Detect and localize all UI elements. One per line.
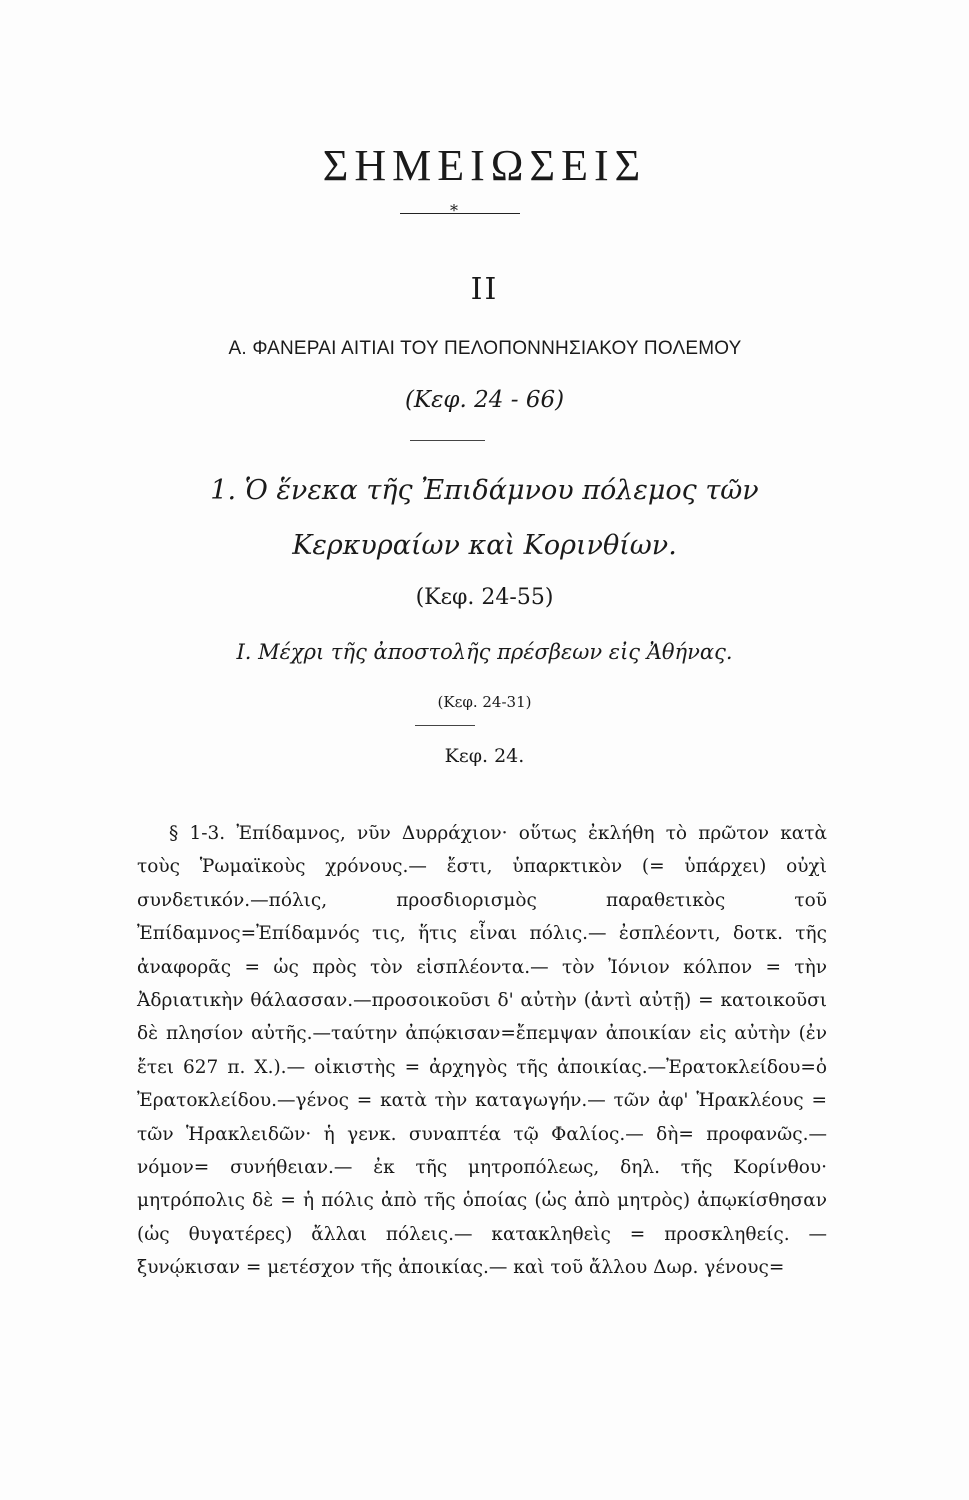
chapter-label: Κεφ. 24. [444, 745, 525, 767]
part-chapter-range: (Κεφ. 24-31) [437, 693, 532, 711]
title-ornament [400, 201, 520, 221]
divider-rule [415, 725, 475, 726]
subsection-heading-line2: Κερκυραίων καὶ Κορινθίων. [292, 530, 677, 561]
section-heading: Α. ΦΑΝΕΡΑΙ ΑΙΤΙΑΙ ΤΟΥ ΠΕΛΟΠΟΝΝΗΣΙΑΚΟΥ ΠΟΛΕΜΟΥ [228, 338, 742, 359]
divider-rule [410, 440, 485, 441]
part-heading: Ι. Μέχρι τῆς ἀποστολῆς πρέσβεων εἰς Ἀθήνας. [236, 640, 733, 664]
section-chapter-range: (Κεφ. 24 - 66) [404, 387, 565, 413]
commentary-paragraph: § 1-3. Ἐπίδαμνος, νῦν Δυρράχιον· οὕτως ἐκλήθη τὸ πρῶτον κατὰ τοὺς Ῥωμαϊκοὺς χρόνους.— ἔστι, ὑπαρκτικὸν (= ὑπάρχει) οὐχὶ συνδετικόν.—πόλις, προσδιορισμὸς παραθετικὸς τοῦ Ἐπίδαμνος=Ἐπίδαμνός τις, ἥτις εἶναι πόλις.— ἐσπλέοντι, δοτκ. τῆς ἀναφορᾶς = ὡς πρὸς τὸν εἰσπλέοντα.— τὸν Ἰόνιον κόλπον = τὴν Ἀδριατικὴν θάλασσαν.—προσοικοῦσι δ' αὐτὴν (ἀντὶ αὐτῇ) = κατοικοῦσι δὲ πλησίον αὐτῆς.—ταύτην ἀπῴκισαν=ἔπεμψαν ἀποικίαν εἰς αὐτὴν (ἐν ἔτει 627 π. Χ.).— οἰκιστὴς = ἀρχηγὸς τῆς ἀποικίας.—Ἐρατοκλείδου=ὁ Ἐρατοκλείδου.—γένος = κατὰ τὴν καταγωγήν.— τῶν ἀφ' Ἡρακλέους = τῶν Ἡρακλειδῶν· ἡ γενκ. συναπτέα τῷ Φαλίος.— δὴ= προφανῶς.— νόμον= συνήθειαν.— ἐκ τῆς μητροπόλεως, δηλ. τῆς Κορίνθου· μητρόπολις δὲ = ἡ πόλις ἀπὸ τῆς ὁποίας (ὡς ἀπὸ μητρὸς) ἀπῳκίσθησαν (ὡς θυγατέρες) ἄλλαι πόλεις.— κατακληθεὶς = προσκληθείς. — ξυνῴκισαν = μετέσχον τῆς ἀποικίας.— καὶ τοῦ ἄλλου Δωρ. γένους= [137, 823, 827, 1279]
book-number: ΙΙ [470, 272, 499, 307]
page-title: ΣΗΜΕΙΩΣΕΙΣ [322, 141, 647, 190]
subsection-heading-line1: 1. Ὁ ἕνεκα τῆς Ἐπιδάμνου πόλεμος τῶν [210, 475, 759, 506]
ornament-line [400, 213, 520, 214]
ornament-star: * [450, 201, 458, 220]
subsection-chapter-range: (Κεφ. 24-55) [415, 585, 554, 610]
